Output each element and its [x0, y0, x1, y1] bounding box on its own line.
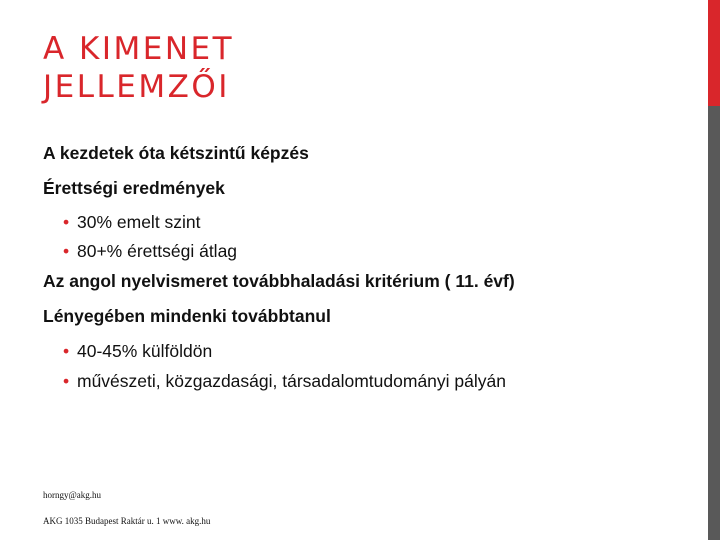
- point-english-requirement: Az angol nyelvismeret továbbhaladási kritérium ( 11. évf): [43, 271, 515, 291]
- footer-email: horngy@akg.hu: [43, 490, 102, 500]
- list-item-text: művészeti, közgazdasági, társadalomtudományi pályán: [77, 371, 506, 391]
- bullet-icon: •: [63, 241, 70, 261]
- footer-address: AKG 1035 Budapest Raktár u. 1 www. akg.hu: [43, 516, 211, 526]
- list-item-text: 30% emelt szint: [77, 212, 201, 232]
- bullet-icon: •: [63, 371, 70, 391]
- point-exam-results: Érettségi eredmények: [43, 178, 225, 198]
- accent-bar-red: [708, 0, 720, 106]
- point-further-studies: Lényegében mindenki továbbtanul: [43, 306, 331, 326]
- bullet-icon: •: [63, 341, 70, 361]
- point-two-tier-training: A kezdetek óta kétszintű képzés: [43, 143, 309, 163]
- list-item: [63, 211, 201, 233]
- list-item: [63, 340, 212, 362]
- list-item-text: 80+% érettségi átlag: [77, 241, 238, 261]
- list-item: [63, 370, 506, 392]
- slide-title-line-2: JELLEMZŐI: [43, 69, 230, 105]
- slide-title: [43, 30, 234, 106]
- list-item: [63, 240, 237, 262]
- list-item-text: 40-45% külföldön: [77, 341, 213, 361]
- bullet-icon: •: [63, 212, 70, 232]
- slide-title-line-1: A KIMENET: [43, 31, 235, 67]
- accent-bar-gray: [708, 106, 720, 540]
